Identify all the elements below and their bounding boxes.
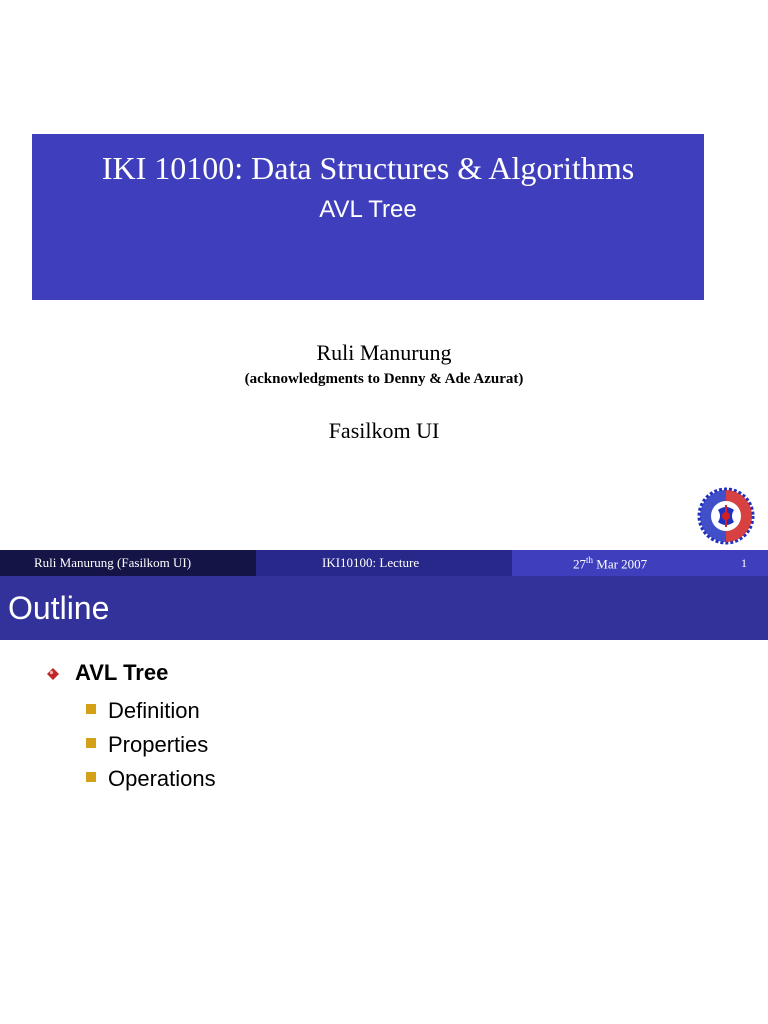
footer-course-cell — [256, 550, 512, 576]
sub-bullet-label: Properties — [108, 732, 209, 757]
slide-title: IKI 10100: Data Structures & Algorithms — [101, 150, 635, 186]
footer-author: Ruli Manurung (Fasilkom UI) — [34, 555, 192, 570]
footer-author-cell — [0, 550, 256, 576]
sub-bullet-label: Operations — [108, 766, 216, 791]
acknowledgment-text: (acknowledgments to Denny & Ade Azurat) — [244, 371, 524, 387]
university-emblem-icon — [696, 486, 756, 546]
outline-header-bar — [0, 576, 768, 640]
footer-date: 27th Mar 2007 — [573, 555, 648, 572]
affiliation-text: Fasilkom UI — [328, 418, 440, 443]
footer-page-number: 1 — [741, 556, 747, 570]
bullet-label: AVL Tree — [75, 660, 169, 685]
outline-title: Outline — [8, 590, 110, 626]
gold-square-bullet-icon — [86, 738, 96, 748]
red-sphere-bullet-icon — [46, 667, 60, 681]
title-box — [32, 134, 704, 300]
footer-course: IKI10100: Lecture — [322, 555, 420, 570]
gold-square-bullet-icon — [86, 772, 96, 782]
gold-square-bullet-icon — [86, 704, 96, 714]
footer-date-cell — [512, 550, 768, 576]
author-name: Ruli Manurung — [316, 340, 452, 365]
slide-footer — [0, 550, 768, 576]
slide-subtitle: AVL Tree — [319, 196, 417, 223]
sub-bullet-label: Definition — [108, 698, 200, 723]
